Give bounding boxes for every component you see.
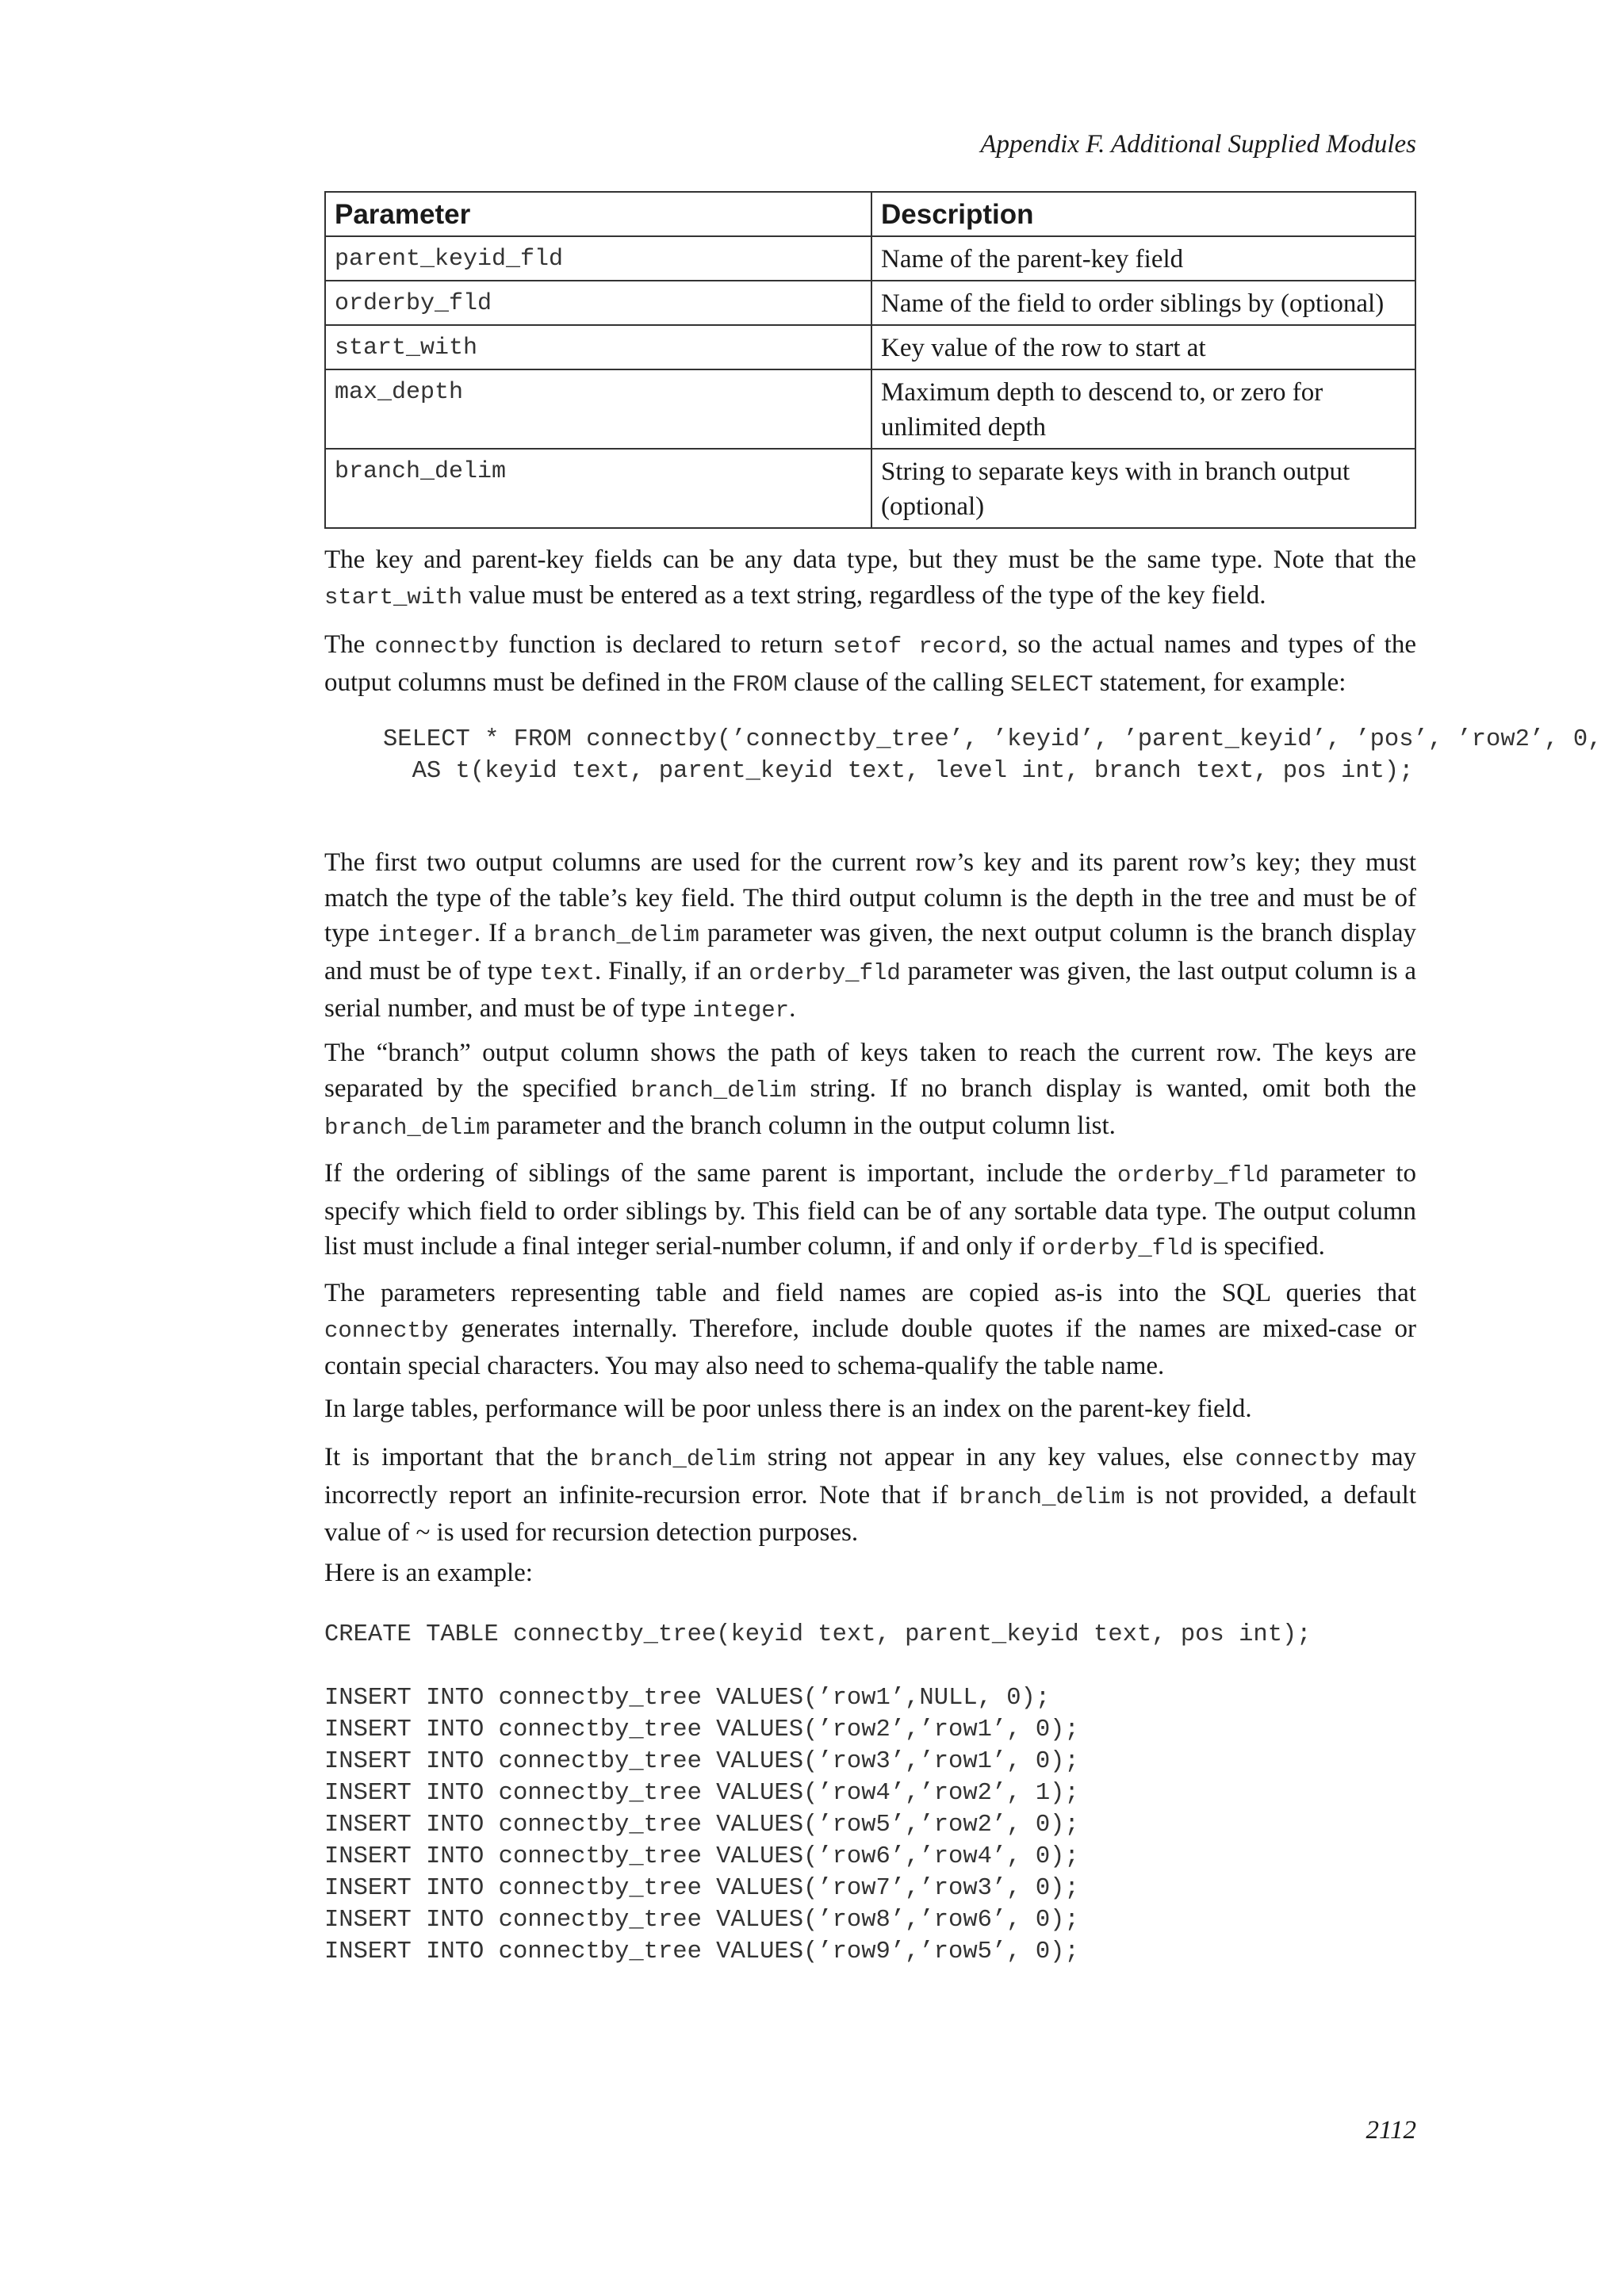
table-row [325,369,1415,449]
parameter-description: Maximum depth to descend to, or zero for unlimited depth [871,369,1415,449]
paragraph-output-columns: The first two output columns are used for the current row’s key and its parent row’s key; they must match the type of the table’s key field. The third output column is the depth in the tree and must be of type integer. If a branch_delim parameter was given, the next output column is the branch display and must be of type text. Finally, if an orderby_fld parameter was given, the last output column is a serial number, and must be of type integer. [324,848,1416,1024]
parameter-name: parent_keyid_fld [325,236,871,281]
inline-code: text [539,959,595,986]
inline-code: branch_delim [959,1483,1125,1510]
column-header-parameter: Parameter [325,192,871,236]
inline-code: start_with [324,584,463,610]
inline-code: orderby_fld [749,959,901,986]
paragraph-branch-column: The “branch” output column shows the path of keys taken to reach the current row. The keys are separated by the specified branch_delim string. If no branch display is wanted, omit both the branch_delim parameter and the branch column in the output column list. [324,1039,1416,1141]
table-row [325,281,1415,325]
paragraph-branch-delim-warning: It is important that the branch_delim string not appear in any key values, else connectby may incorrectly report an infinite-recursion error. Note that if branch_delim is not provided, a default value of ~ is used for recursion detection purposes. [324,1443,1417,1547]
inline-code: branch_delim [324,1115,490,1141]
running-header: Appendix F. Additional Supplied Modules [980,130,1416,159]
parameter-description: Name of the parent-key field [871,236,1415,281]
code-block-create-insert: CREATE TABLE connectby_tree(keyid text, parent_keyid text, pos int); INSERT INTO connectby_tree VALUES(’row1’,NULL, 0); INSERT INTO connectby_tree VALUES(’row2’,’row1’, 0); INSERT INTO connectby_tree VALUES(’row3’,’row1’, 0); INSERT INTO connectby_tree VALUES(’row4’,’row2’, 1); INSERT INTO connectby_tree VALUES(’row5’,’row2’, 0); INSERT INTO connectby_tree VALUES(’row6’,’row4’, 0); INSERT INTO connectby_tree VALUES(’row7’,’row3’, 0); INSERT INTO connectby_tree VALUES(’row8’,’row6’, 0); INSERT INTO connectby_tree VALUES(’row9’,’row5’, 0); [324,1621,1312,1965]
paragraph-block-1 [324,542,1416,615]
paragraph-setof-record: The connectby function is declared to return setof record, so the actual names and types of the output columns must be defined in the FROM clause of the calling SELECT statement, for example: [324,630,1416,698]
table-row [325,236,1415,281]
paragraph-block-3 [324,845,1416,1029]
inline-code: orderby_fld [1117,1162,1270,1188]
inline-code: FROM [732,671,787,698]
paragraph-block-6 [324,1276,1416,1384]
table-header-row [325,192,1415,236]
code-block-select: SELECT * FROM connectby(’connectby_tree’, ’keyid’, ’parent_keyid’, ’pos’, ’row2’, 0, AS t(keyid text, parent_keyid text, level int, branch text, pos int); [383,726,1603,785]
inline-code: SELECT [1010,671,1094,698]
parameter-description: Key value of the row to start at [871,325,1415,369]
paragraph-block-7 [324,1391,1416,1427]
paragraph-sibling-order: If the ordering of siblings of the same parent is important, include the orderby_fld parameter to specify which field to order siblings by. This field can be of any sortable data type. The output column list must include a final integer serial-number column, if and only if orderby_fld is specified. [324,1159,1416,1261]
inline-code: connectby [1235,1446,1360,1472]
table-row [325,325,1415,369]
page-number: 2112 [1365,2116,1416,2145]
paragraph-quoting: The parameters representing table and field names are copied as-is into the SQL queries that connectby generates internally. Therefore, include double quotes if the names are mixed-case or contain special characters. You may also need to schema-qualify the table name. [324,1279,1416,1380]
parameter-name: branch_delim [325,449,871,528]
parameter-name: max_depth [325,369,871,449]
column-header-description: Description [871,192,1415,236]
paragraph-block-2 [324,627,1416,702]
paragraph-example-intro: Here is an example: [324,1559,533,1587]
paragraph-performance: In large tables, performance will be poor unless there is an index on the parent-key field. [324,1395,1252,1423]
parameter-table [324,191,1416,529]
inline-code: branch_delim [590,1446,756,1472]
inline-code: branch_delim [534,922,699,948]
parameter-description: String to separate keys with in branch output (optional) [871,449,1415,528]
inline-code: branch_delim [630,1077,797,1104]
paragraph-block-9 [324,1556,1416,1591]
inline-code: connectby [374,633,500,660]
paragraph-key-types: The key and parent-key fields can be any data type, but they must be the same type. Note that the start_with value must be entered as a text string, regardless of the type of the key field. [324,545,1416,610]
parameter-description: Name of the field to order siblings by (optional) [871,281,1415,325]
inline-code: connectby [324,1317,449,1344]
inline-code: integer [692,997,790,1024]
inline-code: orderby_fld [1041,1235,1193,1261]
inline-code: integer [377,922,474,948]
paragraph-block-8 [324,1440,1416,1551]
paragraph-block-4 [324,1035,1416,1146]
table-row [325,449,1415,528]
inline-code: setof record [833,633,1002,660]
parameter-name: start_with [325,325,871,369]
paragraph-block-5 [324,1156,1416,1267]
parameter-name: orderby_fld [325,281,871,325]
